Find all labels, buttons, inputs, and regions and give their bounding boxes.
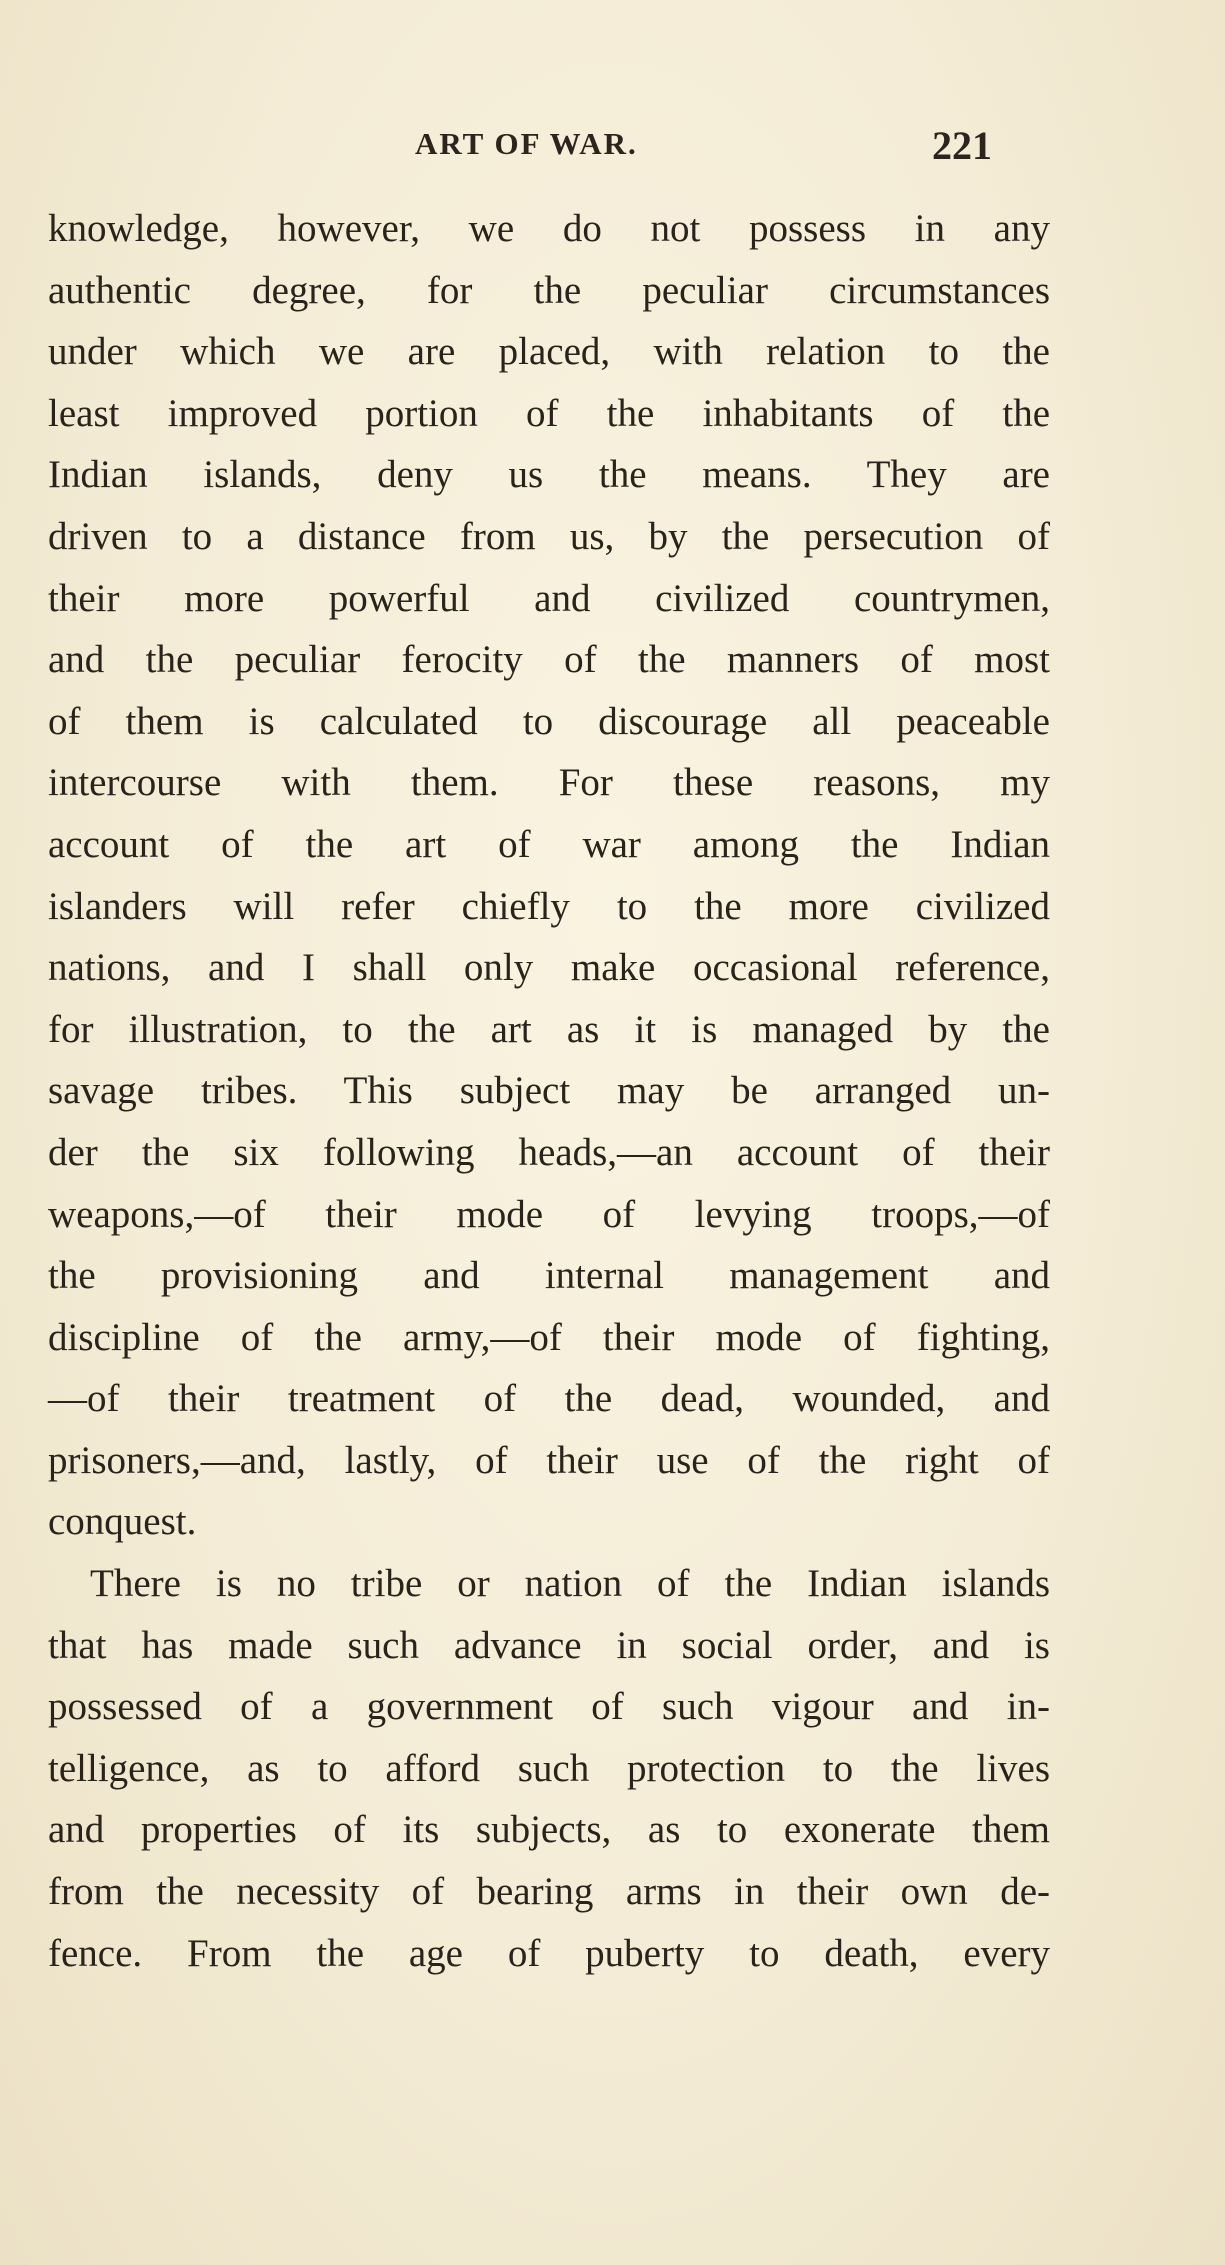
text-line: possessed of a government of such vigour and in- — [48, 1685, 1050, 1729]
text-line: Indian islands, deny us the means. They are — [48, 453, 1050, 497]
text-line: of them is calculated to discourage all peaceable — [48, 699, 1050, 743]
body-text — [48, 198, 1050, 1984]
running-title: ART OF WAR. — [415, 126, 638, 161]
text-line: islanders will refer chiefly to the more civilized — [48, 884, 1050, 928]
text-line: least improved portion of the inhabitants of the — [48, 391, 1050, 435]
paragraph-end-line: conquest. — [48, 1500, 197, 1544]
text-line: savage tribes. This subject may be arranged un- — [48, 1069, 1050, 1113]
text-line: and the peculiar ferocity of the manners of most — [48, 638, 1050, 682]
text-line: and properties of its subjects, as to exonerate them — [48, 1808, 1050, 1852]
text-line: for illustration, to the art as it is managed by the — [48, 1007, 1050, 1051]
text-line: driven to a distance from us, by the persecution of — [48, 514, 1050, 558]
text-line: prisoners,—and, lastly, of their use of the right of — [48, 1438, 1050, 1482]
text-line: intercourse with them. For these reasons, my — [48, 761, 1050, 805]
text-line: knowledge, however, we do not possess in any — [48, 207, 1050, 250]
text-line: authentic degree, for the peculiar circumstances — [48, 268, 1050, 312]
page-number: 221 — [932, 123, 992, 168]
text-line: telligence, as to afford such protection to the lives — [48, 1746, 1050, 1790]
text-line: under which we are placed, with relation to the — [48, 330, 1050, 374]
text-line: discipline of the army,—of their mode of fighting, — [48, 1315, 1050, 1359]
text-line: —of their treatment of the dead, wounded, and — [48, 1377, 1050, 1421]
running-head — [0, 123, 1225, 168]
text-line: their more powerful and civilized countrymen, — [48, 576, 1050, 620]
text-line: that has made such advance in social order, and is — [48, 1623, 1050, 1667]
text-line: der the six following heads,—an account of their — [48, 1130, 1050, 1174]
text-line: the provisioning and internal management and — [48, 1254, 1050, 1298]
text-line: nations, and I shall only make occasional reference, — [48, 946, 1050, 990]
text-line: weapons,—of their mode of levying troops,—of — [48, 1192, 1050, 1236]
paragraph-start-line: There is no tribe or nation of the Indian islands — [90, 1562, 1050, 1606]
text-line: account of the art of war among the Indian — [48, 822, 1050, 866]
text-line: fence. From the age of puberty to death, every — [48, 1931, 1050, 1975]
text-line: from the necessity of bearing arms in their own de- — [48, 1870, 1050, 1914]
